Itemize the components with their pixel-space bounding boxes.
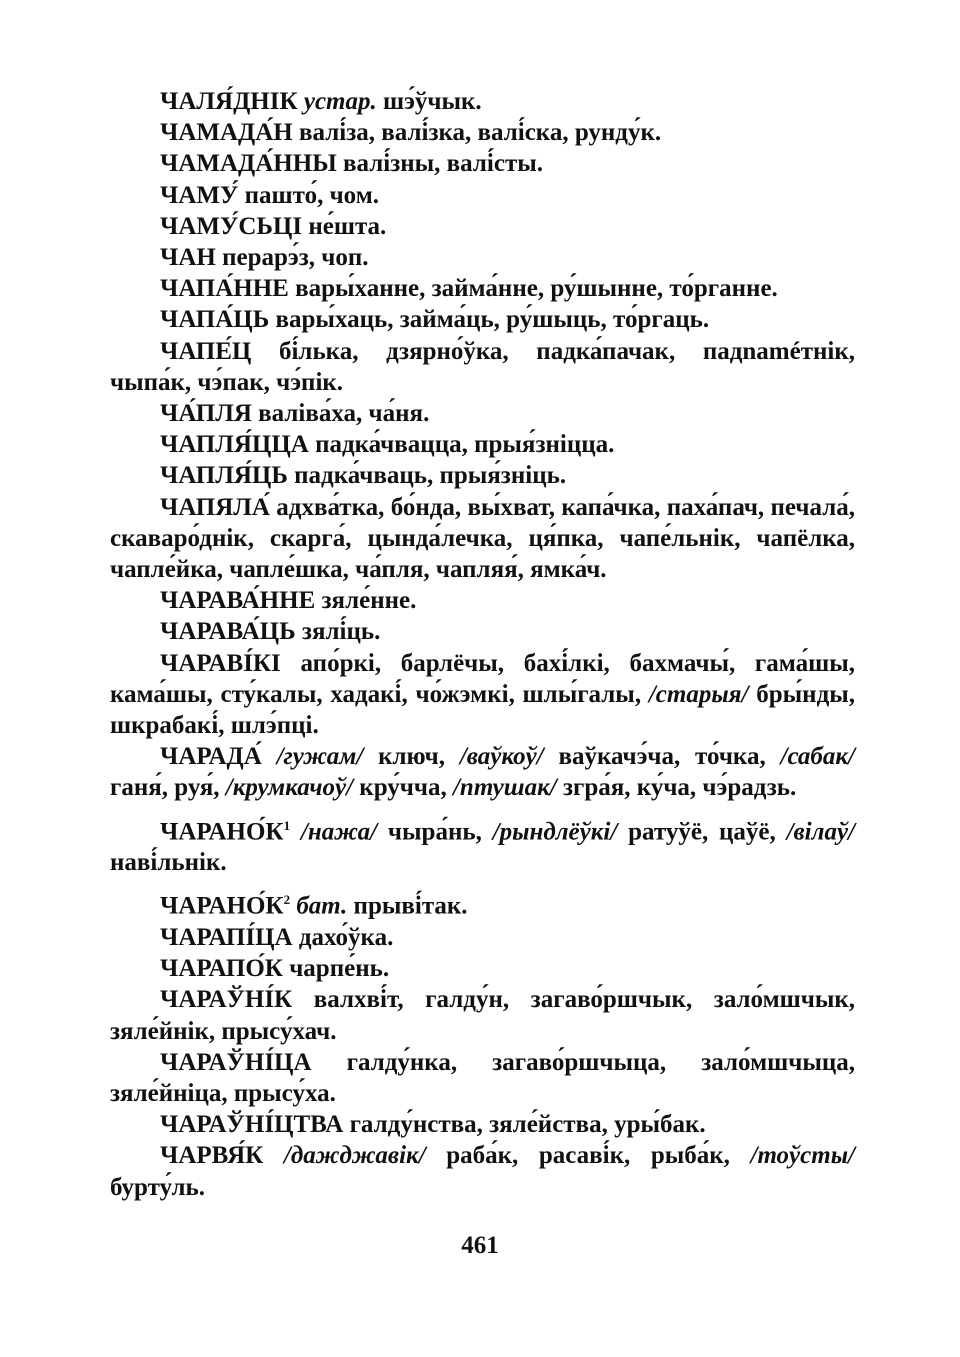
dictionary-entry xyxy=(110,884,855,922)
entry-label: /гужам/ xyxy=(276,743,364,771)
entry-headword: ЧАРАЎНІ́ЦТВА xyxy=(160,1111,344,1139)
entry-synonyms: наві́льнік. xyxy=(110,849,227,877)
dictionary-entry xyxy=(110,398,855,429)
dictionary-entry xyxy=(110,1109,855,1140)
entry-headword: ЧА́ПЛЯ xyxy=(160,400,252,428)
entry-synonyms xyxy=(290,818,301,845)
entry-synonyms: бры́нды, шкрабакі́, шлэ́пці. xyxy=(110,680,855,740)
dictionary-entry xyxy=(110,492,855,586)
entry-headword: ЧАРАЎНІ́К xyxy=(160,986,293,1014)
entry-headword: ЧАМАДА́ННЫ xyxy=(160,150,337,178)
entry-headword: ЧАРАВІ́КІ xyxy=(160,649,281,677)
entry-synonyms: валхві́т, галду́н, загаво́ршчык, зало́мшчык, зяле́йнік, прысу́хач. xyxy=(110,986,855,1045)
entry-label: /сабак/ xyxy=(780,743,855,771)
entry-label: /рындлёўкі/ xyxy=(492,818,618,845)
dictionary-entry xyxy=(110,953,855,984)
entry-headword: ЧАПЛЯ́ЦЦА xyxy=(160,431,309,459)
dictionary-entry xyxy=(110,242,855,273)
entry-synonyms: бі́лька, дзярно́ўка, падка́пачак, падnaméтнік, чыпа́к, чэ́пак, чэ́пік. xyxy=(110,337,855,396)
dictionary-entry xyxy=(110,211,855,242)
dictionary-entry xyxy=(110,273,855,304)
dictionary-entry xyxy=(110,86,855,117)
entry-synonyms: чарпе́нь. xyxy=(282,955,390,983)
entry-synonyms: валі́зны, валі́сты. xyxy=(336,150,543,178)
entry-synonyms: ратуўё, цаўё, xyxy=(617,818,787,845)
entry-synonyms: пашто́, чом. xyxy=(238,181,379,209)
headword-index: 1 xyxy=(283,817,291,833)
entry-synonyms: шэ́ўчык. xyxy=(376,88,482,115)
headword-index: 2 xyxy=(283,892,291,908)
entry-synonyms: ключ, xyxy=(363,743,460,771)
entry-headword: ЧАПЕ́Ц xyxy=(160,337,252,365)
entry-synonyms: ганя́, руя́, xyxy=(110,774,226,802)
entry-headword: ЧАРАПІ́ЦА xyxy=(160,923,293,951)
entry-synonyms: перарэ́з, чоп. xyxy=(215,244,369,272)
entry-synonyms: прыві́так. xyxy=(347,892,468,920)
entry-synonyms: зяле́нне. xyxy=(315,587,417,615)
dictionary-entry xyxy=(110,180,855,211)
dictionary-entry xyxy=(110,648,855,742)
entry-headword: ЧАПА́ННЕ xyxy=(160,275,289,303)
entry-label: /птушак/ xyxy=(452,774,557,802)
entry-synonyms: валіва́ха, ча́ня. xyxy=(251,400,430,428)
page-number: 461 xyxy=(461,1232,499,1259)
entry-headword: ЧАРАДА́ xyxy=(160,743,262,771)
entry-headword: ЧАРАПО́К xyxy=(160,955,283,983)
entry-label: /крумкачоў/ xyxy=(225,774,354,802)
dictionary-entry xyxy=(110,585,855,616)
entry-headword: ЧАН xyxy=(160,244,216,272)
dictionary-entry xyxy=(110,616,855,647)
entry-synonyms: галду́нка, загаво́ршчыца, зало́мшчыца, зяле́йніца, прысу́ха. xyxy=(110,1048,855,1107)
entry-headword: ЧАПЯЛА́ xyxy=(160,493,270,521)
dictionary-entry xyxy=(110,460,855,491)
entry-label: /нажа/ xyxy=(300,818,378,845)
entry-synonyms: апо́ркі, барлёчы, бахі́лкі, бахмачы́, гама́шы, кама́шы, сту́калы, хадакі́, чо́жэмкі, шлы́галы, xyxy=(110,649,855,708)
dictionary-entry xyxy=(110,810,855,879)
entry-label: бат. xyxy=(296,892,348,920)
entry-synonyms: не́шта. xyxy=(302,212,387,240)
entry-headword: ЧАРАНО́К xyxy=(160,892,284,920)
entry-headword: ЧАРАЎНІ́ЦА xyxy=(160,1048,312,1076)
entry-headword: ЧАРАВА́ННЕ xyxy=(160,587,316,615)
entry-headword: ЧАРВЯ́К xyxy=(160,1142,264,1170)
dictionary-entry xyxy=(110,336,855,398)
entry-headword: ЧАРАВА́ЦЬ xyxy=(160,618,296,646)
entry-synonyms: валі́за, валі́зка, валі́ска, рунду́к. xyxy=(292,119,662,147)
dictionary-entry xyxy=(110,304,855,335)
dictionary-entry xyxy=(110,741,855,803)
entry-synonyms: вары́ханне, займа́нне, ру́шынне, то́рганне. xyxy=(288,275,778,303)
entry-synonyms: ваўкачэ́ча, то́чка, xyxy=(543,743,781,771)
entry-synonyms: вары́хаць, займа́ць, ру́шыць, то́ргаць. xyxy=(269,306,710,334)
entry-label: /ваўкоў/ xyxy=(459,743,544,771)
entry-headword: ЧАМУ́ xyxy=(160,181,239,209)
entry-headword: ЧАРАНО́К xyxy=(160,818,284,845)
entry-synonyms: зялі́ць. xyxy=(295,618,381,646)
entry-headword: ЧАМАДА́Н xyxy=(160,119,293,147)
entry-label: /тоўсты/ xyxy=(750,1142,855,1170)
entry-synonyms: падка́чвацца, прыя́зніцца. xyxy=(308,431,615,459)
entry-synonyms xyxy=(262,743,277,770)
entry-synonyms: кру́чча, xyxy=(353,774,453,802)
entry-headword: ЧАПА́ЦЬ xyxy=(160,306,270,334)
entry-label: /старыя/ xyxy=(648,680,749,708)
entry-synonyms: дахо́ўка. xyxy=(292,923,394,951)
dictionary-entry xyxy=(110,922,855,953)
entry-synonyms: згра́я, ку́ча, чэ́радзь. xyxy=(556,774,797,802)
entry-synonyms xyxy=(263,1142,284,1169)
dictionary-entry xyxy=(110,117,855,148)
entry-label: /вілаў/ xyxy=(786,818,855,845)
entry-headword: ЧАМУ́СЬЦІ xyxy=(160,212,303,240)
entry-synonyms: адхва́тка, бо́нда, вы́хват, капа́чка, паха́пач, печала́, скаваро́днік, скарга́, цында́лечка, ця́пка, чапе́льнік, чапёлка, чапле́йка, чапле́шка, ча́пля, чапляя́, ямка́ч. xyxy=(110,493,855,584)
entry-headword: ЧАПЛЯ́ЦЬ xyxy=(160,462,288,490)
dictionary-entry xyxy=(110,984,855,1046)
entry-synonyms: галду́нства, зяле́йства, уры́бак. xyxy=(343,1111,706,1139)
entry-synonyms: бурту́ль. xyxy=(110,1173,205,1201)
entry-label: устар. xyxy=(303,88,377,115)
entry-headword: ЧАЛЯ́ДНІК xyxy=(160,88,298,115)
dictionary-entry xyxy=(110,429,855,460)
dictionary-page xyxy=(110,86,855,1203)
dictionary-entry xyxy=(110,1047,855,1109)
entry-label: /дажджавік/ xyxy=(283,1142,426,1170)
entry-synonyms: чыра́нь, xyxy=(377,818,493,845)
entry-synonyms: падка́чваць, прыя́зніць. xyxy=(287,462,567,490)
entry-synonyms: раба́к, расаві́к, рыба́к, xyxy=(425,1142,751,1170)
dictionary-entry xyxy=(110,1140,855,1202)
dictionary-entry xyxy=(110,148,855,179)
